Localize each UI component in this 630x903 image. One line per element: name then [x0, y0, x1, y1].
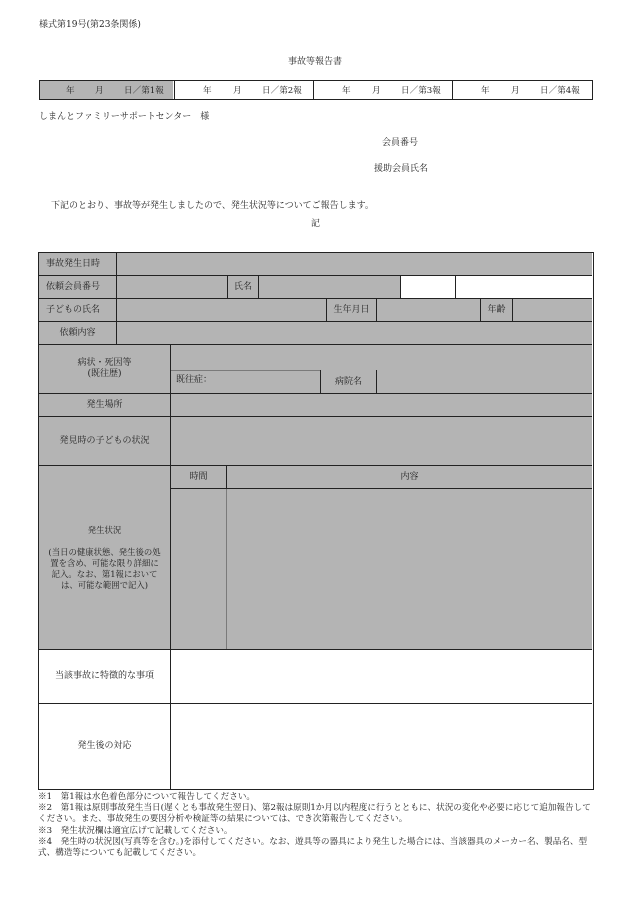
child-name-label: 子どもの氏名: [46, 304, 101, 315]
birth-date-field[interactable]: [377, 299, 480, 321]
content-header: 内容: [400, 471, 419, 482]
blank-white-cell-2: [455, 276, 592, 298]
accident-datetime-label: 事故発生日時: [46, 258, 101, 269]
report-3[interactable]: 年 月 日／第3報: [342, 86, 441, 96]
child-condition-field[interactable]: [171, 417, 592, 465]
child-name-field[interactable]: [117, 299, 326, 321]
note-4: ※4 発生時の状況図(写真等を含む。)を添付してください。なお、遊具等の器具により発生した場合には、当該器具のメーカー名、製品名、型式、構造等についても記載してください。: [38, 836, 588, 859]
notes: [38, 792, 594, 859]
response-field[interactable]: [171, 704, 592, 788]
accident-datetime-field[interactable]: [117, 253, 592, 275]
request-content-label: 依頼内容: [59, 327, 96, 338]
request-content-field[interactable]: [117, 322, 592, 344]
report-1[interactable]: 年 月 日／第1報: [66, 86, 164, 96]
client-member-number-field[interactable]: [117, 276, 227, 298]
response-label: 発生後の対応: [77, 740, 132, 751]
age-label: 年齢: [487, 304, 506, 315]
location-label: 発生場所: [86, 399, 123, 410]
situation-label: 発生状況 (当日の健康状態、発生後の処置を含め、可能な限り詳細に記入。なお、第1報においては、可能な範囲で記入): [48, 524, 161, 590]
age-field[interactable]: [513, 299, 592, 321]
characteristic-label: 当該事故に特徴的な事項: [54, 671, 154, 681]
note-3: ※3 発生状況欄は適宜広げて記載してください。: [38, 825, 233, 836]
situation-content-field[interactable]: [227, 489, 592, 649]
report-table: [38, 252, 594, 790]
intro-text: 下記のとおり、事故等が発生しましたので、発生状況等についてご報告します。: [51, 201, 374, 211]
existing-condition-label: 既往症：: [176, 375, 213, 385]
note-1: ※1 第1報は水色着色部分について報告してください。: [38, 792, 256, 802]
helper-name-label: 援助会員氏名: [374, 164, 429, 174]
member-number-label: 会員番号: [382, 138, 419, 148]
name-label: 氏名: [233, 281, 252, 292]
situation-time-field[interactable]: [171, 489, 226, 649]
time-header: 時間: [189, 471, 208, 482]
report-4[interactable]: 年 月 日／第4報: [481, 86, 580, 96]
hospital-name-field[interactable]: [377, 371, 592, 393]
birth-date-label: 生年月日: [333, 304, 370, 315]
characteristic-field[interactable]: [171, 650, 592, 703]
symptoms-label: 病状・死因等 (既往歴): [77, 358, 132, 379]
addressee: しまんとファミリーサポートセンター 様: [39, 112, 210, 122]
note-2: ※2 第1報は原則事故発生当日(遅くとも事故発生翌日)、第2報は原則1か月以内程度に行うとともに、状況の変化や必要に応じて追加報告してください。また、事故発生の要因分析や検証等の結果については、でき次第報告してください。: [38, 803, 591, 825]
hospital-name-label: 病院名: [334, 376, 362, 387]
form-number: 様式第19号(第23条関係): [39, 20, 141, 30]
page-title: 事故等報告書: [287, 57, 342, 67]
name-field[interactable]: [259, 276, 400, 298]
location-field[interactable]: [171, 394, 592, 416]
report-2[interactable]: 年 月 日／第2報: [203, 86, 302, 96]
client-member-number-label: 依頼会員番号: [46, 281, 101, 292]
ki-label: 記: [311, 219, 321, 229]
child-condition-label: 発見時の子どもの状況: [59, 435, 150, 446]
blank-white-cell: [400, 276, 455, 298]
